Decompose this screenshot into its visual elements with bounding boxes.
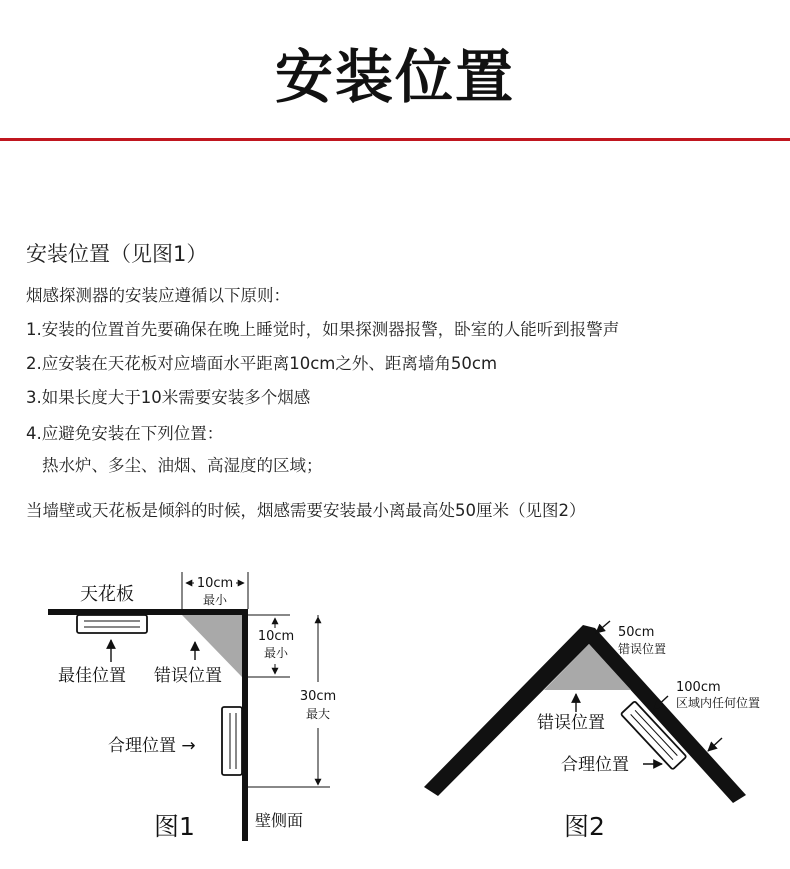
rule-4-detail: 热水炉、多尘、油烟、高湿度的区域； xyxy=(42,456,323,475)
dim-30cm-sub: 最大 xyxy=(305,707,331,721)
dim-100cm: 100cm xyxy=(676,680,721,695)
rule-2: 2.应安装在天花板对应墙面水平距离10cm之外、距离墙角50cm xyxy=(26,354,498,373)
ceiling-bar xyxy=(48,609,248,615)
dim-10cm-horizontal-sub: 最小 xyxy=(202,593,228,607)
wall-side-label: 壁侧面 xyxy=(255,811,304,830)
figure-2-caption: 图2 xyxy=(564,812,605,841)
figure-2 xyxy=(424,621,760,841)
dim-10cm-vertical: 10cm xyxy=(257,629,295,644)
rule-3: 3.如果长度大于10米需要安装多个烟感 xyxy=(26,388,311,407)
wrong-position-label: 错误位置 xyxy=(154,666,222,686)
slope-note: 当墙壁或天花板是倾斜的时候，烟感需要安装最小离最高处50厘米（见图2） xyxy=(26,501,586,520)
dim-10cm-horizontal: 10cm xyxy=(196,576,234,591)
wrong-top-label: 错误位置 xyxy=(618,642,667,656)
intro-line: 烟感探测器的安装应遵循以下原则： xyxy=(26,286,290,305)
dim-10cm-vertical-sub: 最小 xyxy=(263,646,289,660)
ceiling-detector xyxy=(77,615,147,633)
zone-label: 区域内任何位置 xyxy=(676,696,761,710)
page-title: 安装位置 xyxy=(274,43,515,111)
rule-4: 4.应避免安装在下列位置： xyxy=(26,424,224,443)
ceiling-label: 天花板 xyxy=(80,584,134,605)
wrong-position-label-2: 错误位置 xyxy=(537,713,605,733)
section-heading: 安装位置（见图1） xyxy=(26,242,208,266)
dim-50cm: 50cm xyxy=(618,625,655,640)
figure-1-caption: 图1 xyxy=(154,812,195,841)
wall-detector xyxy=(222,707,242,775)
reasonable-position-label-2: 合理位置 xyxy=(561,755,629,775)
rule-1: 1.安装的位置首先要确保在晚上睡觉时，如果探测器报警，卧室的人能听到报警声 xyxy=(26,320,620,339)
dim-30cm: 30cm xyxy=(299,689,337,704)
reasonable-position-label: 合理位置 → xyxy=(108,736,196,756)
figure-1 xyxy=(48,572,336,841)
best-position-label: 最佳位置 xyxy=(58,666,126,686)
